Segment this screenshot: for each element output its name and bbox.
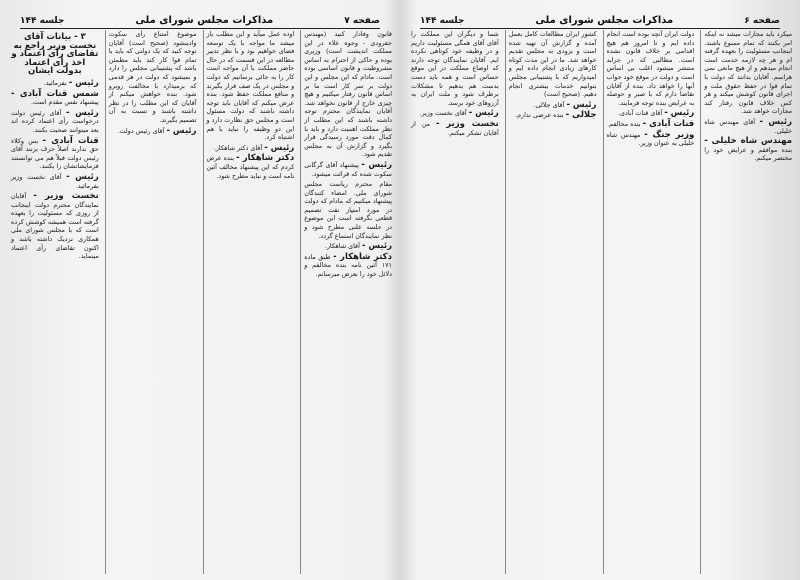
page-header [420, 10, 780, 29]
session-number: جلسه ۱۴۴ [420, 16, 465, 26]
text-column [203, 30, 295, 574]
paragraph-text: آقای مهندس شاه خلیلی. [704, 117, 792, 135]
page-number: صفحه ۶ [744, 16, 780, 26]
text-columns [8, 30, 392, 574]
text-column [300, 30, 392, 574]
paragraph-text: بنده عرضی ندارم. [515, 111, 564, 120]
paragraph-text: مهندس شاه خلیلی به عنوان وزیر. [606, 130, 695, 148]
speaker-name: قنات آبادی - [642, 118, 695, 129]
text-column [105, 30, 197, 574]
text-column [8, 30, 99, 574]
section-heading: ۳ - بیانات آقای نخست وزیر راجع به تقاضای رأی اعتماد و اخذ رأی اعتماد بدولت ایشان [11, 32, 99, 77]
speaker-name: رئیس - [66, 171, 99, 182]
paragraph-text: پیشنهاد نفس مقدم است. [31, 98, 99, 107]
speaker-name: رئیس - [264, 142, 295, 153]
paragraph [207, 144, 295, 153]
paragraph [11, 79, 99, 88]
paragraph-text: بنده موافقم و عرایض خود را مختصر میکنم. [704, 145, 792, 163]
paragraph-text: بنده عرض کردم که این پیشنهاد مخالف آئین نامه است و نباید مطرح شود. [206, 154, 295, 180]
speaker-name: رئیس - [68, 77, 99, 88]
page-title: مذاکرات مجلس شورای ملی [135, 15, 274, 26]
paragraph [304, 253, 392, 279]
paragraph-text: شما و دیگران این مملکت را آقای آقای همگی مسئولیت داریم و در وظیفه خود کوتاهی نکرده ایم. آقایان نمایندگان توجه دارند که اوضاع مملکت در این موقع حساس است و همه باید دست بدست هم بدهیم تا مشکلات برطرف شود و ملت ایران به آرزوهای خود برسد. [411, 30, 499, 107]
paragraph [704, 30, 792, 116]
paragraph-text: بنده مخالفم. [607, 119, 641, 128]
paragraph [304, 242, 392, 251]
speaker-name: نخست وزیر - [435, 118, 499, 129]
paragraph-text: پیشنهاد آقای گرگانی سکوت شده که قرائت میشود. [304, 160, 392, 178]
speaker-name: وزیر جنگ - [644, 129, 695, 140]
text-column [700, 30, 792, 574]
speaker-name: نخست وزیر - [33, 191, 99, 202]
speaker-name: قنات آبادی - [42, 135, 99, 146]
paragraph-text: آقای جلالی. [533, 100, 565, 109]
speaker-name: رئیس - [566, 99, 597, 110]
text-column [603, 30, 695, 574]
speaker-name: رئیس - [361, 159, 392, 170]
session-number: جلسه ۱۴۴ [20, 16, 65, 26]
paragraph-text: بفرمائید. [43, 78, 67, 87]
paragraph [11, 192, 99, 261]
right-page [400, 0, 800, 580]
paragraph-text: میکرد باید مجازات میشد نه اینکه امر بکنند که تمام ممنوع باشند. اینجانب مسئولیت را بعهده گرفته ام و هر چه لازمه خدمت است انجام میدهم و از هیچ مانعی نمی هراسم. آقایان بدانند که دولت با تمام قوا در حفظ حقوق ملت و اجرای قانون کوشش میکند و هر کس خلاف قانون رفتار کند مجازات خواهد شد. [704, 30, 792, 116]
paragraph [509, 30, 597, 99]
paragraph [11, 137, 99, 171]
paragraph-text: آقای رئیس دولت. [117, 126, 165, 135]
paragraph [607, 131, 695, 148]
text-column [408, 30, 499, 574]
paragraph [509, 111, 597, 120]
paragraph-text: آقای دکتر شاهکار. [213, 143, 263, 152]
speaker-name: رئیس - [66, 107, 99, 118]
paragraph [11, 90, 99, 107]
paragraph-text: قانون وفادار کنید (مهندس جفرودی - وجوه علاء در این مملکت اندیشت است) وزیری بوده و حاکی از احترام به اساس مشروطیت و قانون اساسی بوده است. مادام که این مجلس و این دولت بر سر کار است ما بر اساس قانون رفتار میکنیم و هیچ چیزی خارج از قانون نخواهد شد. آقایان نمایندگان محترم توجه داشته باشند که این مطلب از نظر مملکت اهمیت دارد و باید با کمال دقت مورد رسیدگی قرار بگیرد و گزارش آن به مجلس تقدیم شود. [304, 30, 392, 159]
paragraph [11, 173, 99, 190]
paragraph-text: دولت ایران آنچه بوده است انجام داده ایم و تا امروز هم هیچ اقدامی بر خلاف قانون نشده است. مطالبی که در جراید منتشر میشود اغلب بی اساس است و دولت در موقع خود جواب آنها را خواهد داد. بنده از آقایان تقاضا دارم که با صبر و حوصله به عرایض بنده توجه فرمایند. [606, 30, 695, 107]
paragraph [704, 137, 792, 163]
speaker-name: جلالی - [565, 110, 597, 121]
paragraph [207, 154, 295, 180]
paragraph-text: آقایان نمایندگان محترم دولت اینجانب از روزی که مسئولیت را بعهده گرفته است همیشه کوشش کرده است که با مجلس شورای ملی همکاری نزدیک داشته باشد و اکنون تقاضای رأی اعتماد مینماید. [11, 192, 99, 261]
paragraph [207, 30, 295, 142]
speaker-name: دکتر شاهکار - [333, 251, 392, 262]
paragraph [109, 30, 197, 125]
speaker-name: رئیس - [166, 125, 197, 136]
paragraph-text: من از آقایان تشکر میکنم. [411, 119, 499, 137]
speaker-name: شمس قنات آبادی - [11, 88, 99, 99]
paragraph [411, 109, 499, 118]
paragraph-text: آقای قنات آبادی. [617, 109, 663, 118]
speaker-name: رئیس - [759, 116, 792, 127]
paragraph-text: بس وکلاء حق ندارند اصلاً حرف بزنند آقای رئیس دولت قبلاً هم می توانستند فرمایشاتشان را بکنند. [11, 136, 99, 171]
page-number: صفحه ۷ [344, 16, 380, 26]
paragraph [109, 127, 197, 136]
paragraph [607, 109, 695, 118]
paragraph-text: آقای شاهکار. [324, 242, 360, 251]
speaker-name: دکتر شاهکار - [236, 153, 295, 164]
paragraph [304, 30, 392, 159]
text-column [505, 30, 597, 574]
page-title: مذاکرات مجلس شورای ملی [535, 15, 674, 26]
speaker-name: رئیس - [468, 108, 499, 119]
speaker-name: رئیس - [361, 241, 392, 252]
paragraph [607, 120, 695, 129]
paragraph [304, 161, 392, 178]
paragraph [704, 118, 792, 135]
paragraph [607, 30, 695, 107]
paragraph [304, 180, 392, 240]
paragraph-text: آقای نخست وزیر بفرمائید. [11, 172, 99, 190]
paragraph-text: کشور ایران مطالعات کامل بعمل آمده و گزارش آن تهیه شده است و بزودی به مجلس تقدیم خواهد شد. ما در این مدت کوتاه کارهای زیادی انجام داده ایم و امیدواریم که با پشتیبانی مجلس بتوانیم خدمات بیشتری انجام دهیم. (صحیح است) [508, 30, 597, 99]
paragraph-text: موضوع امتناع رأی سکوت وادینشود (صحیح است) آقایان توجه کنید که یک دولتی که باید با تمام قوا کار کند باید مطمئن باشد که پشتیبانی مجلس را دارد و نمیشود که دولت در هر قدمی که برمیدارد با مخالفت روبرو شود. بنده خواهش میکنم از آقایان که این مطلب را در نظر داشته باشند و نسبت به آن تصمیم بگیرند. [108, 30, 197, 124]
paragraph [411, 30, 499, 107]
paragraph-text: مقام محترم ریاست مجلس شورای ملی. امضاء کنندگان پیشنهاد میکنیم که مادام که دولت در مورد امتیاز نفت تصمیم قطعی نگرفته است این موضوع در جلسه علنی مطرح شود و نظر نمایندگان استماع گردد. [304, 180, 392, 240]
paragraph [509, 101, 597, 110]
paragraph [411, 120, 499, 137]
paragraph-text: طبق ماده ۱۷۱ آئین نامه بنده مخالفم و دلائل خود را بعرض میرسانم. [304, 252, 392, 279]
paragraph [11, 109, 99, 135]
page-header [20, 10, 380, 29]
paragraph-text: آقای نخست وزیر. [419, 109, 467, 118]
speaker-name: مهندس شاه خلیلی - [704, 136, 792, 147]
text-columns [408, 30, 792, 574]
paragraph-text: آقای رئیس دولت درخواست رأی اعتماد کرده اند بعد میتوانند صحبت بکنند. [11, 108, 99, 134]
speaker-name: رئیس - [664, 108, 695, 119]
paragraph-text: اوده عمل میآید و این مطلب باز میشد ما مواجه با یک توسعه فضای خواهیم بود و با نظر تدبیر مطالعه در این قسمت که در حال حاضر مملکت با آن مواجه است کار را به جائی برسانیم که دولت و مجلس در یک صف قرار بگیرند و منافع مملکت حفظ شود. بنده عرض میکنم که آقایان باید توجه داشته باشند که دولت مسئول است و مجلس حق نظارت دارد و این دو وظیفه را نباید با هم اشتباه کرد. [206, 30, 295, 142]
